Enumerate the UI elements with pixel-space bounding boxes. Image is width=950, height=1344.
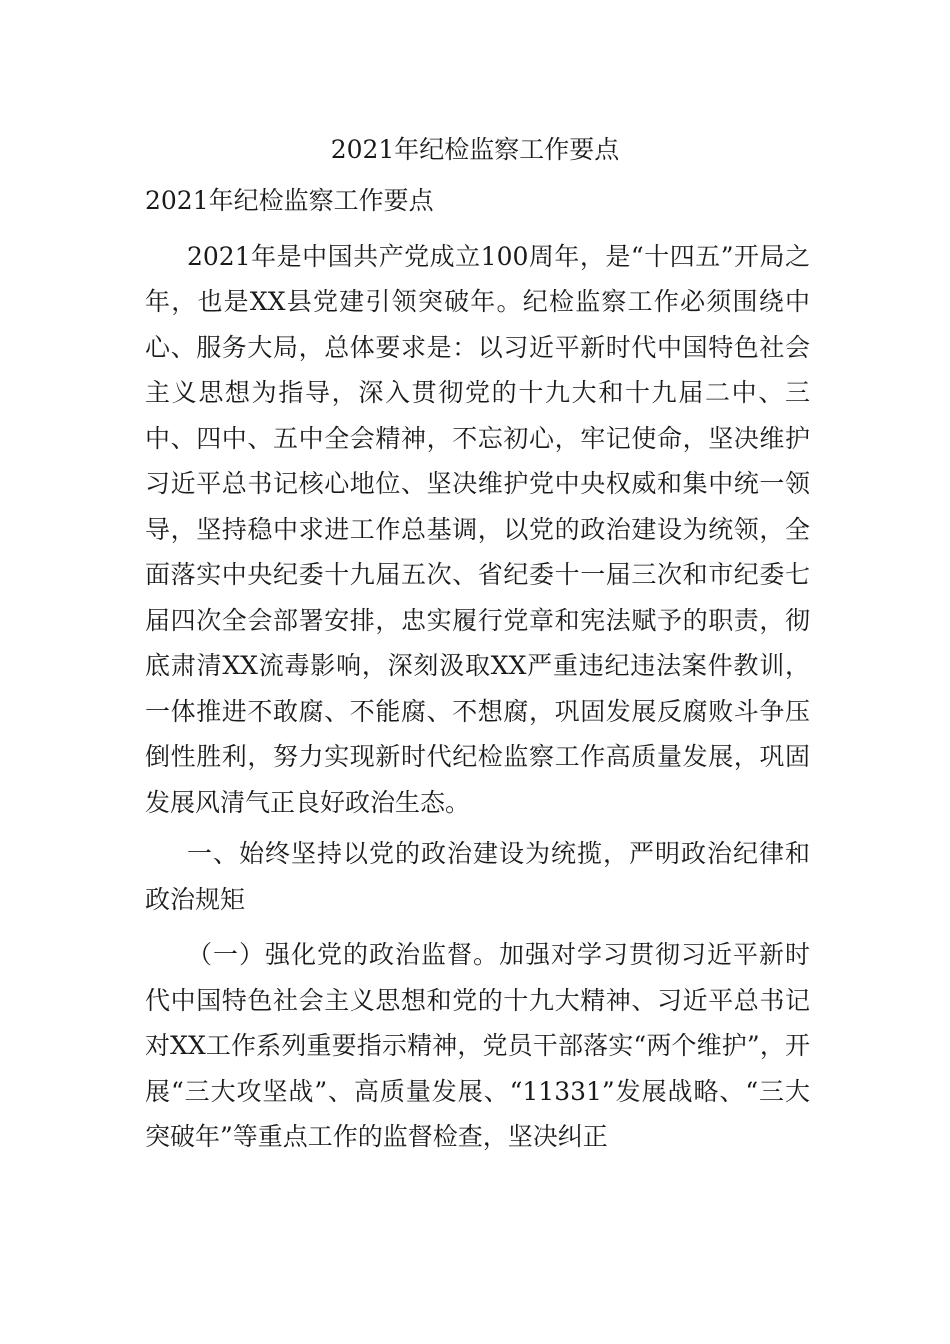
section-heading-1: 一、始终坚持以党的政治建设为统揽，严明政治纪律和政治规矩 [145, 839, 810, 914]
subsection-paragraph-1: （一）强化党的政治监督。加强对学习贯彻习近平新时代中国特色社会主义思想和党的十九大精神、习近平总书记对XX工作系列重要指示精神，党员干部落实“两个维护”，开展“三大攻坚战”、高质量发展、“11331”发展战略、“三大突破年”等重点工作的监督检查，坚决纠正 [145, 940, 810, 1151]
document-body [145, 178, 810, 1160]
document-title: 2021年纪检监察工作要点 [330, 135, 620, 164]
intro-paragraph: 2021年是中国共产党成立100周年，是“十四五”开局之年，也是XX县党建引领突破年。纪检监察工作必须围绕中心、服务大局，总体要求是：以习近平新时代中国特色社会主义思想为指导，深入贯彻党的十九大和十九届二中、三中、四中、五中全会精神，不忘初心，牢记使命，坚决维护习近平总书记核心地位、坚决维护党中央权威和集中统一领导，坚持稳中求进工作总基调，以党的政治建设为统领，全面落实中央纪委十九届五次、省纪委十一届三次和市纪委七届四次全会部署安排，忠实履行党章和宪法赋予的职责，彻底肃清XX流毒影响，深刻汲取XX严重违纪违法案件教训，一体推进不敢腐、不能腐、不想腐，巩固发展反腐败斗争压倒性胜利，努力实现新时代纪检监察工作高质量发展，巩固发展风清气正良好政治生态。 [145, 241, 810, 817]
document-subtitle: 2021年纪检监察工作要点 [145, 186, 434, 215]
